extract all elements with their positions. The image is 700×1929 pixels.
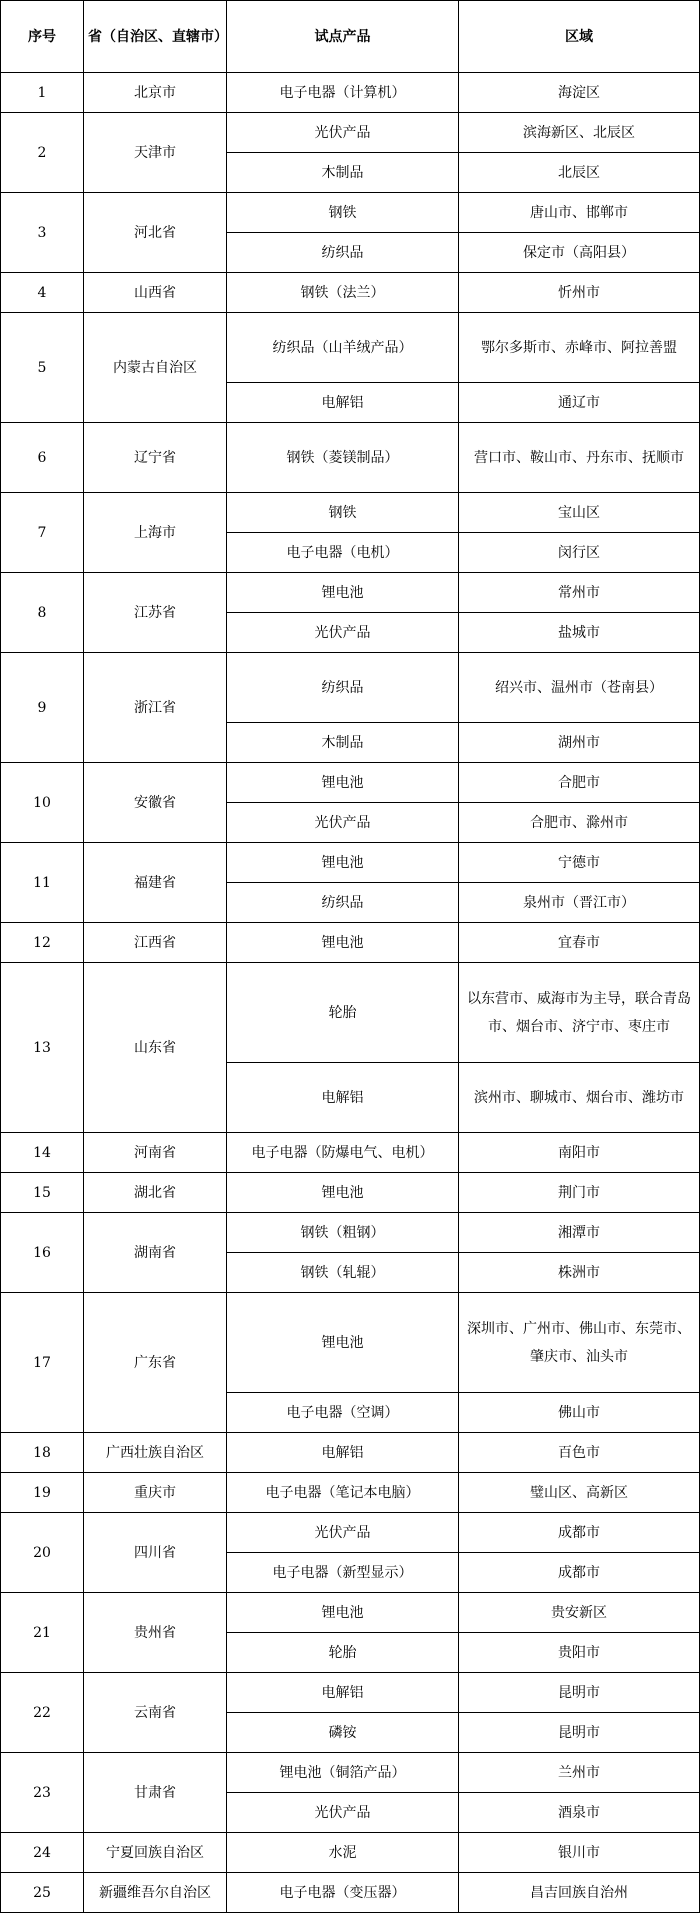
- region-cell: 以东营市、威海市为主导，联合青岛市、烟台市、济宁市、枣庄市: [459, 963, 700, 1063]
- region-cell: 酒泉市: [459, 1793, 700, 1833]
- product-cell: 锂电池: [227, 923, 459, 963]
- table-row: [1, 1593, 700, 1633]
- product-cell: 锂电池: [227, 573, 459, 613]
- region-cell: 株洲市: [459, 1253, 700, 1293]
- table-row: [1, 1753, 700, 1793]
- region-cell: 闵行区: [459, 533, 700, 573]
- table-row: [1, 1133, 700, 1173]
- province-cell: 山西省: [84, 273, 227, 313]
- row-number-cell: 6: [1, 423, 84, 493]
- table-row: [1, 313, 700, 383]
- row-number-cell: 20: [1, 1513, 84, 1593]
- product-cell: 钢铁: [227, 193, 459, 233]
- region-cell: 滨海新区、北辰区: [459, 113, 700, 153]
- table-body: [1, 73, 700, 1913]
- region-cell: 营口市、鞍山市、丹东市、抚顺市: [459, 423, 700, 493]
- table-row: [1, 1473, 700, 1513]
- table-row: [1, 653, 700, 723]
- region-cell: 湖州市: [459, 723, 700, 763]
- row-number-cell: 14: [1, 1133, 84, 1173]
- region-cell: 绍兴市、温州市（苍南县）: [459, 653, 700, 723]
- table-row: [1, 1293, 700, 1393]
- product-cell: 钢铁: [227, 493, 459, 533]
- product-cell: 锂电池: [227, 763, 459, 803]
- product-cell: 电子电器（空调）: [227, 1393, 459, 1433]
- row-number-cell: 9: [1, 653, 84, 763]
- product-cell: 光伏产品: [227, 1513, 459, 1553]
- product-cell: 光伏产品: [227, 113, 459, 153]
- province-cell: 上海市: [84, 493, 227, 573]
- region-cell: 深圳市、广州市、佛山市、东莞市、肇庆市、汕头市: [459, 1293, 700, 1393]
- header-region: 区域: [459, 1, 700, 73]
- product-cell: 光伏产品: [227, 1793, 459, 1833]
- product-cell: 磷铵: [227, 1713, 459, 1753]
- region-cell: 忻州市: [459, 273, 700, 313]
- province-cell: 四川省: [84, 1513, 227, 1593]
- province-cell: 宁夏回族自治区: [84, 1833, 227, 1873]
- header-no: 序号: [1, 1, 84, 73]
- region-cell: 兰州市: [459, 1753, 700, 1793]
- table-row: [1, 73, 700, 113]
- table-row: [1, 1673, 700, 1713]
- table-row: [1, 1833, 700, 1873]
- region-cell: 贵阳市: [459, 1633, 700, 1673]
- table-row: [1, 1173, 700, 1213]
- table-row: [1, 573, 700, 613]
- region-cell: 璧山区、高新区: [459, 1473, 700, 1513]
- row-number-cell: 7: [1, 493, 84, 573]
- product-cell: 水泥: [227, 1833, 459, 1873]
- region-cell: 昌吉回族自治州: [459, 1873, 700, 1913]
- region-cell: 通辽市: [459, 383, 700, 423]
- province-cell: 重庆市: [84, 1473, 227, 1513]
- region-cell: 滨州市、聊城市、烟台市、潍坊市: [459, 1063, 700, 1133]
- table-row: [1, 423, 700, 493]
- row-number-cell: 5: [1, 313, 84, 423]
- region-cell: 常州市: [459, 573, 700, 613]
- row-number-cell: 18: [1, 1433, 84, 1473]
- region-cell: 荆门市: [459, 1173, 700, 1213]
- product-cell: 锂电池: [227, 1593, 459, 1633]
- product-cell: 光伏产品: [227, 613, 459, 653]
- row-number-cell: 1: [1, 73, 84, 113]
- product-cell: 钢铁（法兰）: [227, 273, 459, 313]
- product-cell: 光伏产品: [227, 803, 459, 843]
- product-cell: 电子电器（新型显示）: [227, 1553, 459, 1593]
- region-cell: 合肥市: [459, 763, 700, 803]
- product-cell: 木制品: [227, 153, 459, 193]
- province-cell: 北京市: [84, 73, 227, 113]
- product-cell: 电子电器（计算机）: [227, 73, 459, 113]
- province-cell: 新疆维吾尔自治区: [84, 1873, 227, 1913]
- row-number-cell: 10: [1, 763, 84, 843]
- product-cell: 电解铝: [227, 383, 459, 423]
- region-cell: 成都市: [459, 1513, 700, 1553]
- province-cell: 河北省: [84, 193, 227, 273]
- region-cell: 北辰区: [459, 153, 700, 193]
- region-cell: 成都市: [459, 1553, 700, 1593]
- product-cell: 轮胎: [227, 1633, 459, 1673]
- region-cell: 宜春市: [459, 923, 700, 963]
- province-cell: 湖南省: [84, 1213, 227, 1293]
- province-cell: 河南省: [84, 1133, 227, 1173]
- product-cell: 纺织品: [227, 233, 459, 273]
- row-number-cell: 12: [1, 923, 84, 963]
- product-cell: 锂电池: [227, 1173, 459, 1213]
- product-cell: 纺织品（山羊绒产品）: [227, 313, 459, 383]
- province-cell: 江西省: [84, 923, 227, 963]
- row-number-cell: 22: [1, 1673, 84, 1753]
- product-cell: 电子电器（变压器）: [227, 1873, 459, 1913]
- region-cell: 昆明市: [459, 1713, 700, 1753]
- province-cell: 云南省: [84, 1673, 227, 1753]
- region-cell: 唐山市、邯郸市: [459, 193, 700, 233]
- product-cell: 钢铁（菱镁制品）: [227, 423, 459, 493]
- row-number-cell: 21: [1, 1593, 84, 1673]
- region-cell: 百色市: [459, 1433, 700, 1473]
- row-number-cell: 4: [1, 273, 84, 313]
- region-cell: 宁德市: [459, 843, 700, 883]
- region-cell: 鄂尔多斯市、赤峰市、阿拉善盟: [459, 313, 700, 383]
- product-cell: 纺织品: [227, 653, 459, 723]
- province-cell: 内蒙古自治区: [84, 313, 227, 423]
- table-row: [1, 193, 700, 233]
- region-cell: 佛山市: [459, 1393, 700, 1433]
- row-number-cell: 13: [1, 963, 84, 1133]
- region-cell: 昆明市: [459, 1673, 700, 1713]
- region-cell: 海淀区: [459, 73, 700, 113]
- province-cell: 浙江省: [84, 653, 227, 763]
- region-cell: 盐城市: [459, 613, 700, 653]
- province-cell: 广西壮族自治区: [84, 1433, 227, 1473]
- header-province: 省（自治区、直辖市）: [84, 1, 227, 73]
- product-cell: 电子电器（电机）: [227, 533, 459, 573]
- province-cell: 贵州省: [84, 1593, 227, 1673]
- table-row: [1, 113, 700, 153]
- province-cell: 福建省: [84, 843, 227, 923]
- product-cell: 钢铁（粗钢）: [227, 1213, 459, 1253]
- table-row: [1, 1213, 700, 1253]
- row-number-cell: 16: [1, 1213, 84, 1293]
- product-cell: 轮胎: [227, 963, 459, 1063]
- product-cell: 电子电器（防爆电气、电机）: [227, 1133, 459, 1173]
- row-number-cell: 19: [1, 1473, 84, 1513]
- product-cell: 纺织品: [227, 883, 459, 923]
- row-number-cell: 11: [1, 843, 84, 923]
- product-cell: 钢铁（轧辊）: [227, 1253, 459, 1293]
- region-cell: 贵安新区: [459, 1593, 700, 1633]
- product-cell: 木制品: [227, 723, 459, 763]
- row-number-cell: 25: [1, 1873, 84, 1913]
- product-cell: 锂电池: [227, 843, 459, 883]
- table-header-row: [1, 1, 700, 73]
- province-cell: 湖北省: [84, 1173, 227, 1213]
- region-cell: 泉州市（晋江市）: [459, 883, 700, 923]
- row-number-cell: 8: [1, 573, 84, 653]
- province-cell: 辽宁省: [84, 423, 227, 493]
- province-cell: 山东省: [84, 963, 227, 1133]
- product-cell: 电解铝: [227, 1673, 459, 1713]
- table-row: [1, 963, 700, 1063]
- region-cell: 湘潭市: [459, 1213, 700, 1253]
- row-number-cell: 3: [1, 193, 84, 273]
- table-row: [1, 1433, 700, 1473]
- product-cell: 电子电器（笔记本电脑）: [227, 1473, 459, 1513]
- header-product: 试点产品: [227, 1, 459, 73]
- province-cell: 广东省: [84, 1293, 227, 1433]
- region-cell: 宝山区: [459, 493, 700, 533]
- row-number-cell: 24: [1, 1833, 84, 1873]
- region-cell: 南阳市: [459, 1133, 700, 1173]
- row-number-cell: 2: [1, 113, 84, 193]
- row-number-cell: 15: [1, 1173, 84, 1213]
- product-cell: 电解铝: [227, 1433, 459, 1473]
- region-cell: 合肥市、滁州市: [459, 803, 700, 843]
- product-cell: 电解铝: [227, 1063, 459, 1133]
- region-cell: 银川市: [459, 1833, 700, 1873]
- product-cell: 锂电池: [227, 1293, 459, 1393]
- table-row: [1, 843, 700, 883]
- row-number-cell: 23: [1, 1753, 84, 1833]
- table-row: [1, 1513, 700, 1553]
- province-cell: 天津市: [84, 113, 227, 193]
- table-row: [1, 273, 700, 313]
- region-cell: 保定市（高阳县）: [459, 233, 700, 273]
- province-cell: 安徽省: [84, 763, 227, 843]
- table-row: [1, 1873, 700, 1913]
- table-row: [1, 493, 700, 533]
- table-row: [1, 923, 700, 963]
- province-cell: 江苏省: [84, 573, 227, 653]
- product-cell: 锂电池（铜箔产品）: [227, 1753, 459, 1793]
- row-number-cell: 17: [1, 1293, 84, 1433]
- province-cell: 甘肃省: [84, 1753, 227, 1833]
- table-row: [1, 763, 700, 803]
